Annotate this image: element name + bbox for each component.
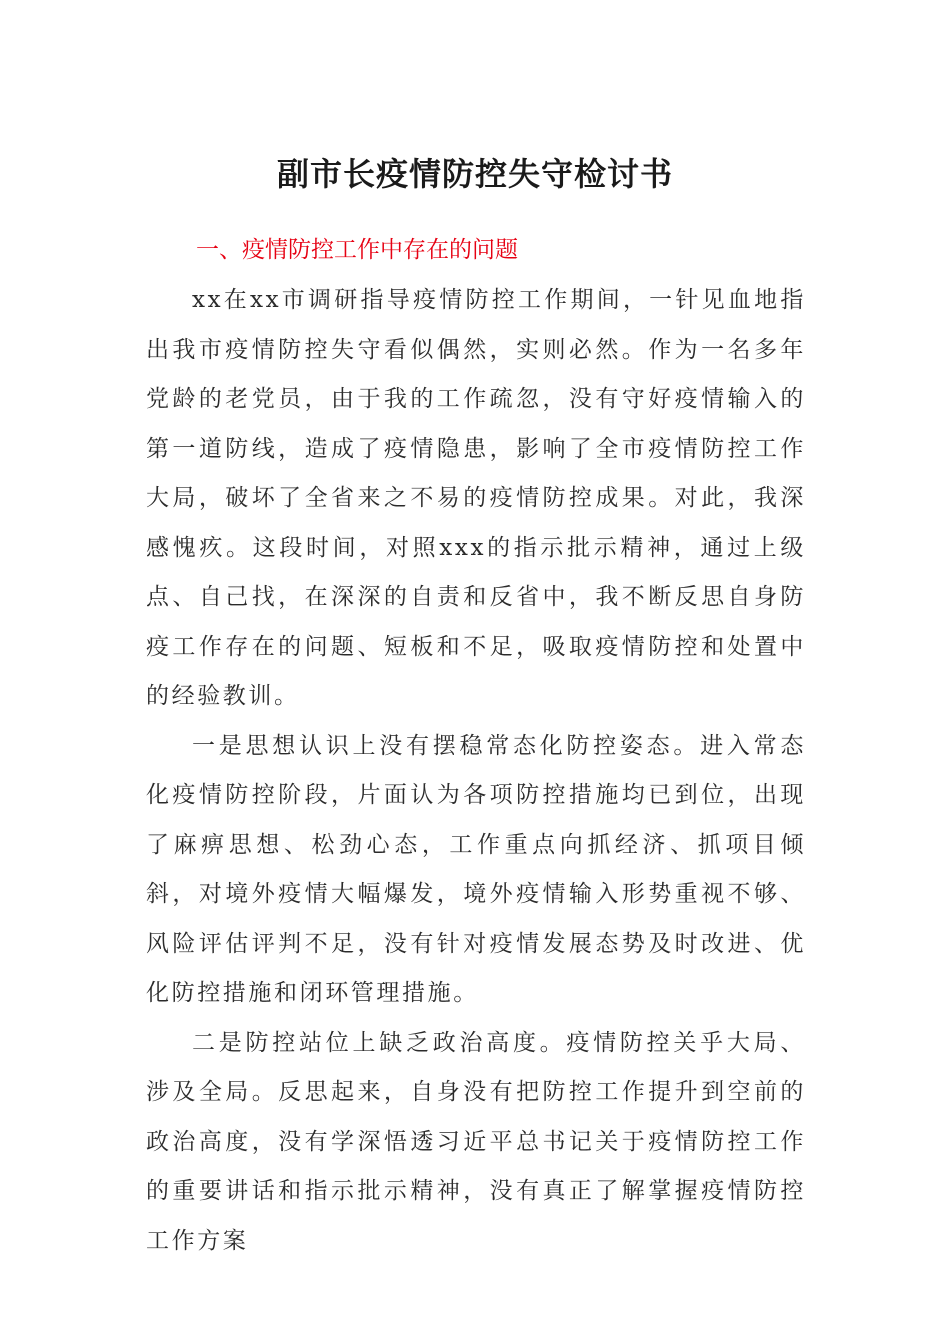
paragraph-point-one: 一是思想认识上没有摆稳常态化防控姿态。进入常态化疫情防控阶段，片面认为各项防控措施均已到位，出现了麻痹思想、松劲心态，工作重点向抓经济、抓项目倾斜，对境外疫情大幅爆发，境外疫情输入形势重视不够、风险评估评判不足，没有针对疫情发展态势及时改进、优化防控措施和闭环管理措施。 <box>146 732 806 1006</box>
paragraph-intro: xx在xx市调研指导疫情防控工作期间，一针见血地指出我市疫情防控失守看似偶然，实则必然。作为一名多年党龄的老党员，由于我的工作疏忽，没有守好疫情输入的第一道防线，造成了疫情隐患，影响了全市疫情防控工作大局，破坏了全省来之不易的疫情防控成果。对此，我深感愧疚。这段时间，对照xxx的指示批示精神，通过上级点、自己找，在深深的自责和反省中，我不断反思自身防疫工作存在的问题、短板和不足，吸取疫情防控和处置中的经验教训。 <box>146 287 806 709</box>
section-heading: 一、疫情防控工作中存在的问题 <box>196 237 518 263</box>
document-title: 副市长疫情防控失守检讨书 <box>276 155 673 193</box>
paragraph-point-two: 二是防控站位上缺乏政治高度。疫情防控关乎大局、涉及全局。反思起来，自身没有把防控工作提升到空前的政治高度，没有学深悟透习近平总书记关于疫情防控工作的重要讲话和指示批示精神，没有真正了解掌握疫情防控工作方案 <box>146 1029 806 1254</box>
document-body <box>146 276 806 1266</box>
